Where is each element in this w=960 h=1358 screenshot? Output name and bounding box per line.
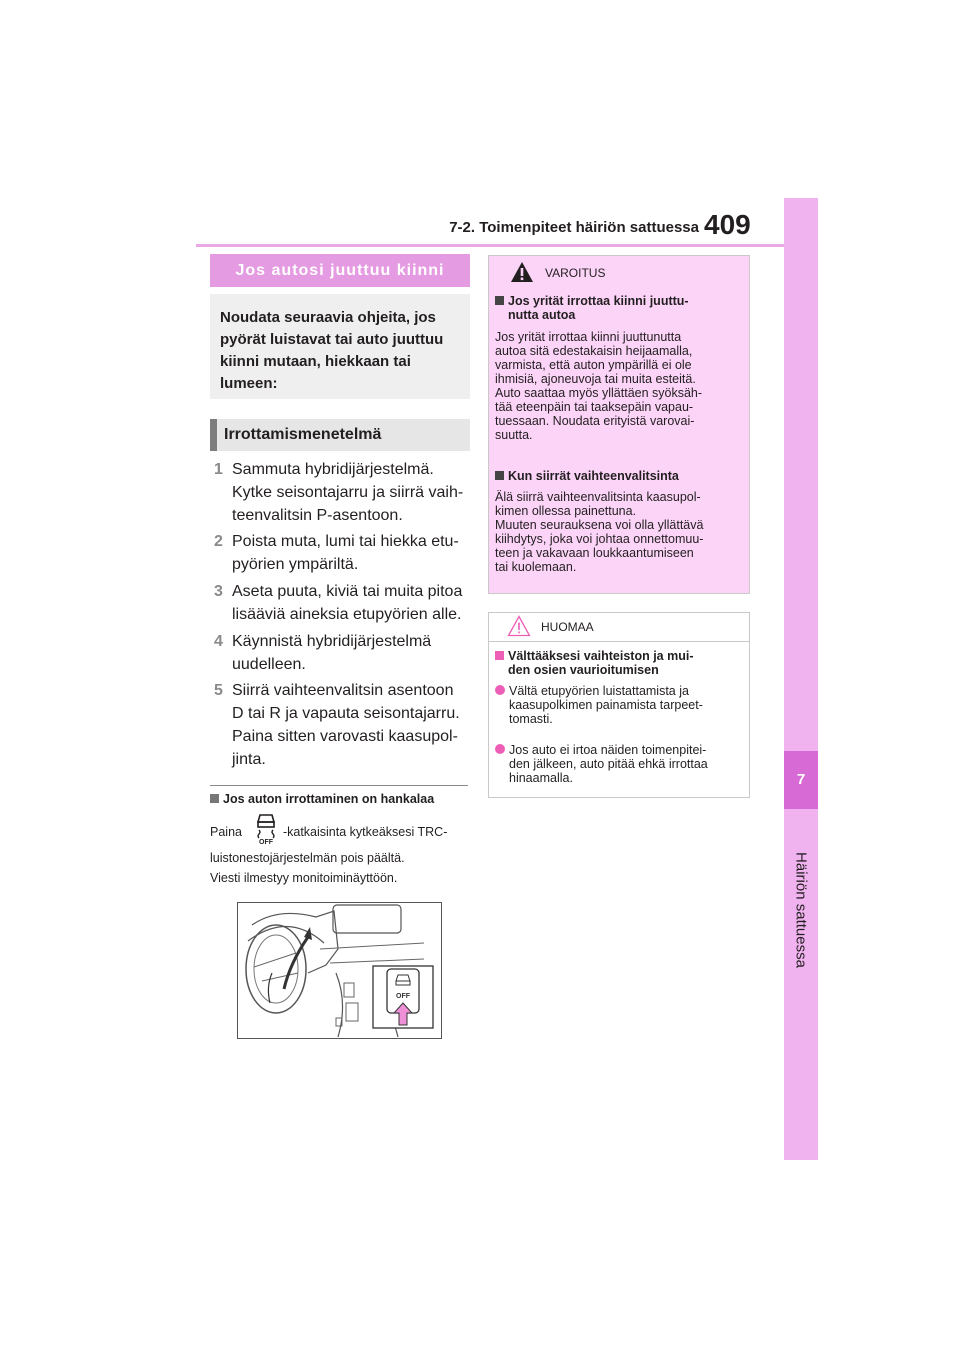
- circle-bullet-icon: [495, 744, 505, 754]
- bullet-line: hinaamalla.: [509, 771, 573, 785]
- square-bullet-icon: [495, 471, 504, 480]
- paragraph-text: Viesti ilmestyy monitoiminäyttöön.: [210, 871, 398, 885]
- intro-line: lumeen:: [220, 375, 278, 392]
- text-line: kimen ollessa painettuna.: [495, 504, 637, 518]
- chapter-number: 7: [784, 751, 818, 809]
- paragraph-text: -katkaisinta kytkeäksesi TRC-: [282, 825, 448, 839]
- heading-line: [495, 469, 745, 483]
- notice-triangle-icon: [507, 615, 531, 637]
- text-line: tai kuolemaan.: [495, 560, 577, 574]
- text-line: teen ja vakavaan loukkaantumiseen: [495, 546, 694, 560]
- step-line: uudelleen.: [232, 656, 306, 673]
- paragraph-text: luistonestojärjestelmän pois päältä.: [210, 851, 405, 865]
- intro-line: pyörät luistavat tai auto juuttuu: [220, 331, 444, 348]
- illustration-off-label: OFF: [396, 993, 410, 1000]
- notice-bullet: [495, 743, 745, 785]
- step-line: pyörien ympäriltä.: [232, 556, 359, 573]
- method-heading: Irrottamismenetelmä: [224, 426, 382, 443]
- intro-line: Noudata seuraavia ohjeita, jos: [220, 309, 436, 326]
- text-line: Muuten seurauksena voi olla yllättävä: [495, 518, 704, 532]
- bullet-line: den jälkeen, auto pitää ehkä irrottaa: [509, 757, 708, 771]
- step-line: Kytke seisontajarru ja siirrä vaih-: [232, 484, 464, 501]
- text-line: varmista, että auton ympärillä ei ole: [495, 358, 692, 372]
- warning-item-text: [495, 330, 745, 442]
- section-title: 7-2. Toimenpiteet häiriön sattuessa: [449, 219, 699, 236]
- subheading-text: Jos auton irrottaminen on hankalaa: [223, 792, 435, 806]
- step-item: [214, 580, 472, 626]
- heading-text: den osien vaurioitumisen: [508, 663, 659, 677]
- intro-line: kiinni mutaan, hiekkaan tai: [220, 353, 411, 370]
- bullet-line: Jos auto ei irtoa näiden toimenpitei-: [509, 743, 707, 757]
- header-rule: [196, 244, 784, 247]
- text-line: kiihdytys, joka voi johtaa onnettomuu-: [495, 532, 704, 546]
- step-line: jinta.: [232, 751, 266, 768]
- text-line: autoa sitä edestakaisin heijaamalla,: [495, 344, 693, 358]
- square-bullet-icon: [495, 296, 504, 305]
- text-line: Älä siirrä vaihteenvalitsinta kaasupol-: [495, 490, 701, 504]
- step-item: [214, 530, 472, 576]
- chapter-side-tab: [784, 198, 818, 1160]
- icon-off-text: OFF: [259, 839, 273, 846]
- step-line: teenvalitsin P-asentoon.: [232, 507, 403, 524]
- step-line: lisääviä aineksia etupyörien alle.: [232, 606, 462, 623]
- bullet-line: Vältä etupyörien luistattamista ja: [509, 684, 689, 698]
- paragraph-text: Paina: [210, 825, 242, 839]
- square-bullet-icon: [495, 651, 504, 660]
- notice-bullet: [495, 684, 745, 726]
- step-number: 5: [214, 682, 223, 699]
- warning-item-heading: [495, 294, 745, 322]
- heading-text: Kun siirrät vaihteenvalitsinta: [508, 469, 679, 483]
- page-number: 409: [704, 209, 751, 240]
- text-line: ihmisiä, ajoneuvoja tai muita esteitä.: [495, 372, 696, 386]
- step-line: Käynnistä hybridijärjestelmä: [232, 633, 432, 650]
- step-item: [214, 679, 472, 771]
- step-line: Siirrä vaihteenvalitsin asentoon: [232, 682, 454, 699]
- chapter-label: Häiriön sattuessa: [792, 852, 810, 968]
- warning-title: VAROITUS: [545, 266, 606, 280]
- intro-box: [210, 294, 470, 399]
- method-heading-bar: [210, 419, 217, 451]
- dashboard-drawing: [238, 903, 441, 1038]
- paragraph-line: [210, 825, 447, 839]
- step-number: 3: [214, 583, 223, 600]
- text-line: tää eteenpäin tai taaksepäin vapau-: [495, 400, 694, 414]
- step-number: 2: [214, 533, 223, 550]
- subheading: [210, 792, 434, 806]
- warning-item-heading: [495, 469, 745, 483]
- notice-separator: [489, 641, 749, 642]
- heading-text: nutta autoa: [508, 308, 576, 322]
- text-line: Jos yrität irrottaa kiinni juuttunutta: [495, 330, 682, 344]
- step-line: Poista muta, lumi tai hiekka etu-: [232, 533, 459, 550]
- notice-heading: [495, 649, 745, 677]
- step-item: [214, 458, 472, 527]
- heading-text: Jos yrität irrottaa kiinni juuttu-: [508, 294, 689, 308]
- step-line: Aseta puuta, kiviä tai muita pitoa: [232, 583, 463, 600]
- warning-triangle-icon: [510, 261, 534, 283]
- trc-off-icon: [255, 812, 277, 846]
- heading-line: [495, 649, 745, 663]
- notice-title: HUOMAA: [541, 620, 594, 634]
- bullet-line: tomasti.: [509, 712, 553, 726]
- heading-line: [495, 294, 745, 308]
- dashboard-illustration: [237, 902, 442, 1039]
- step-item: [214, 630, 472, 676]
- step-line: Sammuta hybridijärjestelmä.: [232, 461, 434, 478]
- square-bullet-icon: [210, 794, 219, 803]
- main-heading: Jos autosi juuttuu kiinni: [210, 254, 470, 287]
- section-divider: [210, 785, 468, 786]
- bullet-line: kaasupolkimen painamista tarpeet-: [509, 698, 703, 712]
- text-line: suutta.: [495, 428, 533, 442]
- step-number: 1: [214, 461, 223, 478]
- circle-bullet-icon: [495, 685, 505, 695]
- heading-text: Välttääksesi vaihteiston ja mui-: [508, 649, 694, 663]
- text-line: tuessaan. Noudata erityistä varovai-: [495, 414, 695, 428]
- warning-item-text: [495, 490, 745, 574]
- step-line: Paina sitten varovasti kaasupol-: [232, 728, 458, 745]
- text-line: Auto saattaa myös yllättäen syöksäh-: [495, 386, 703, 400]
- step-line: D tai R ja vapauta seisontajarru.: [232, 705, 460, 722]
- step-number: 4: [214, 633, 223, 650]
